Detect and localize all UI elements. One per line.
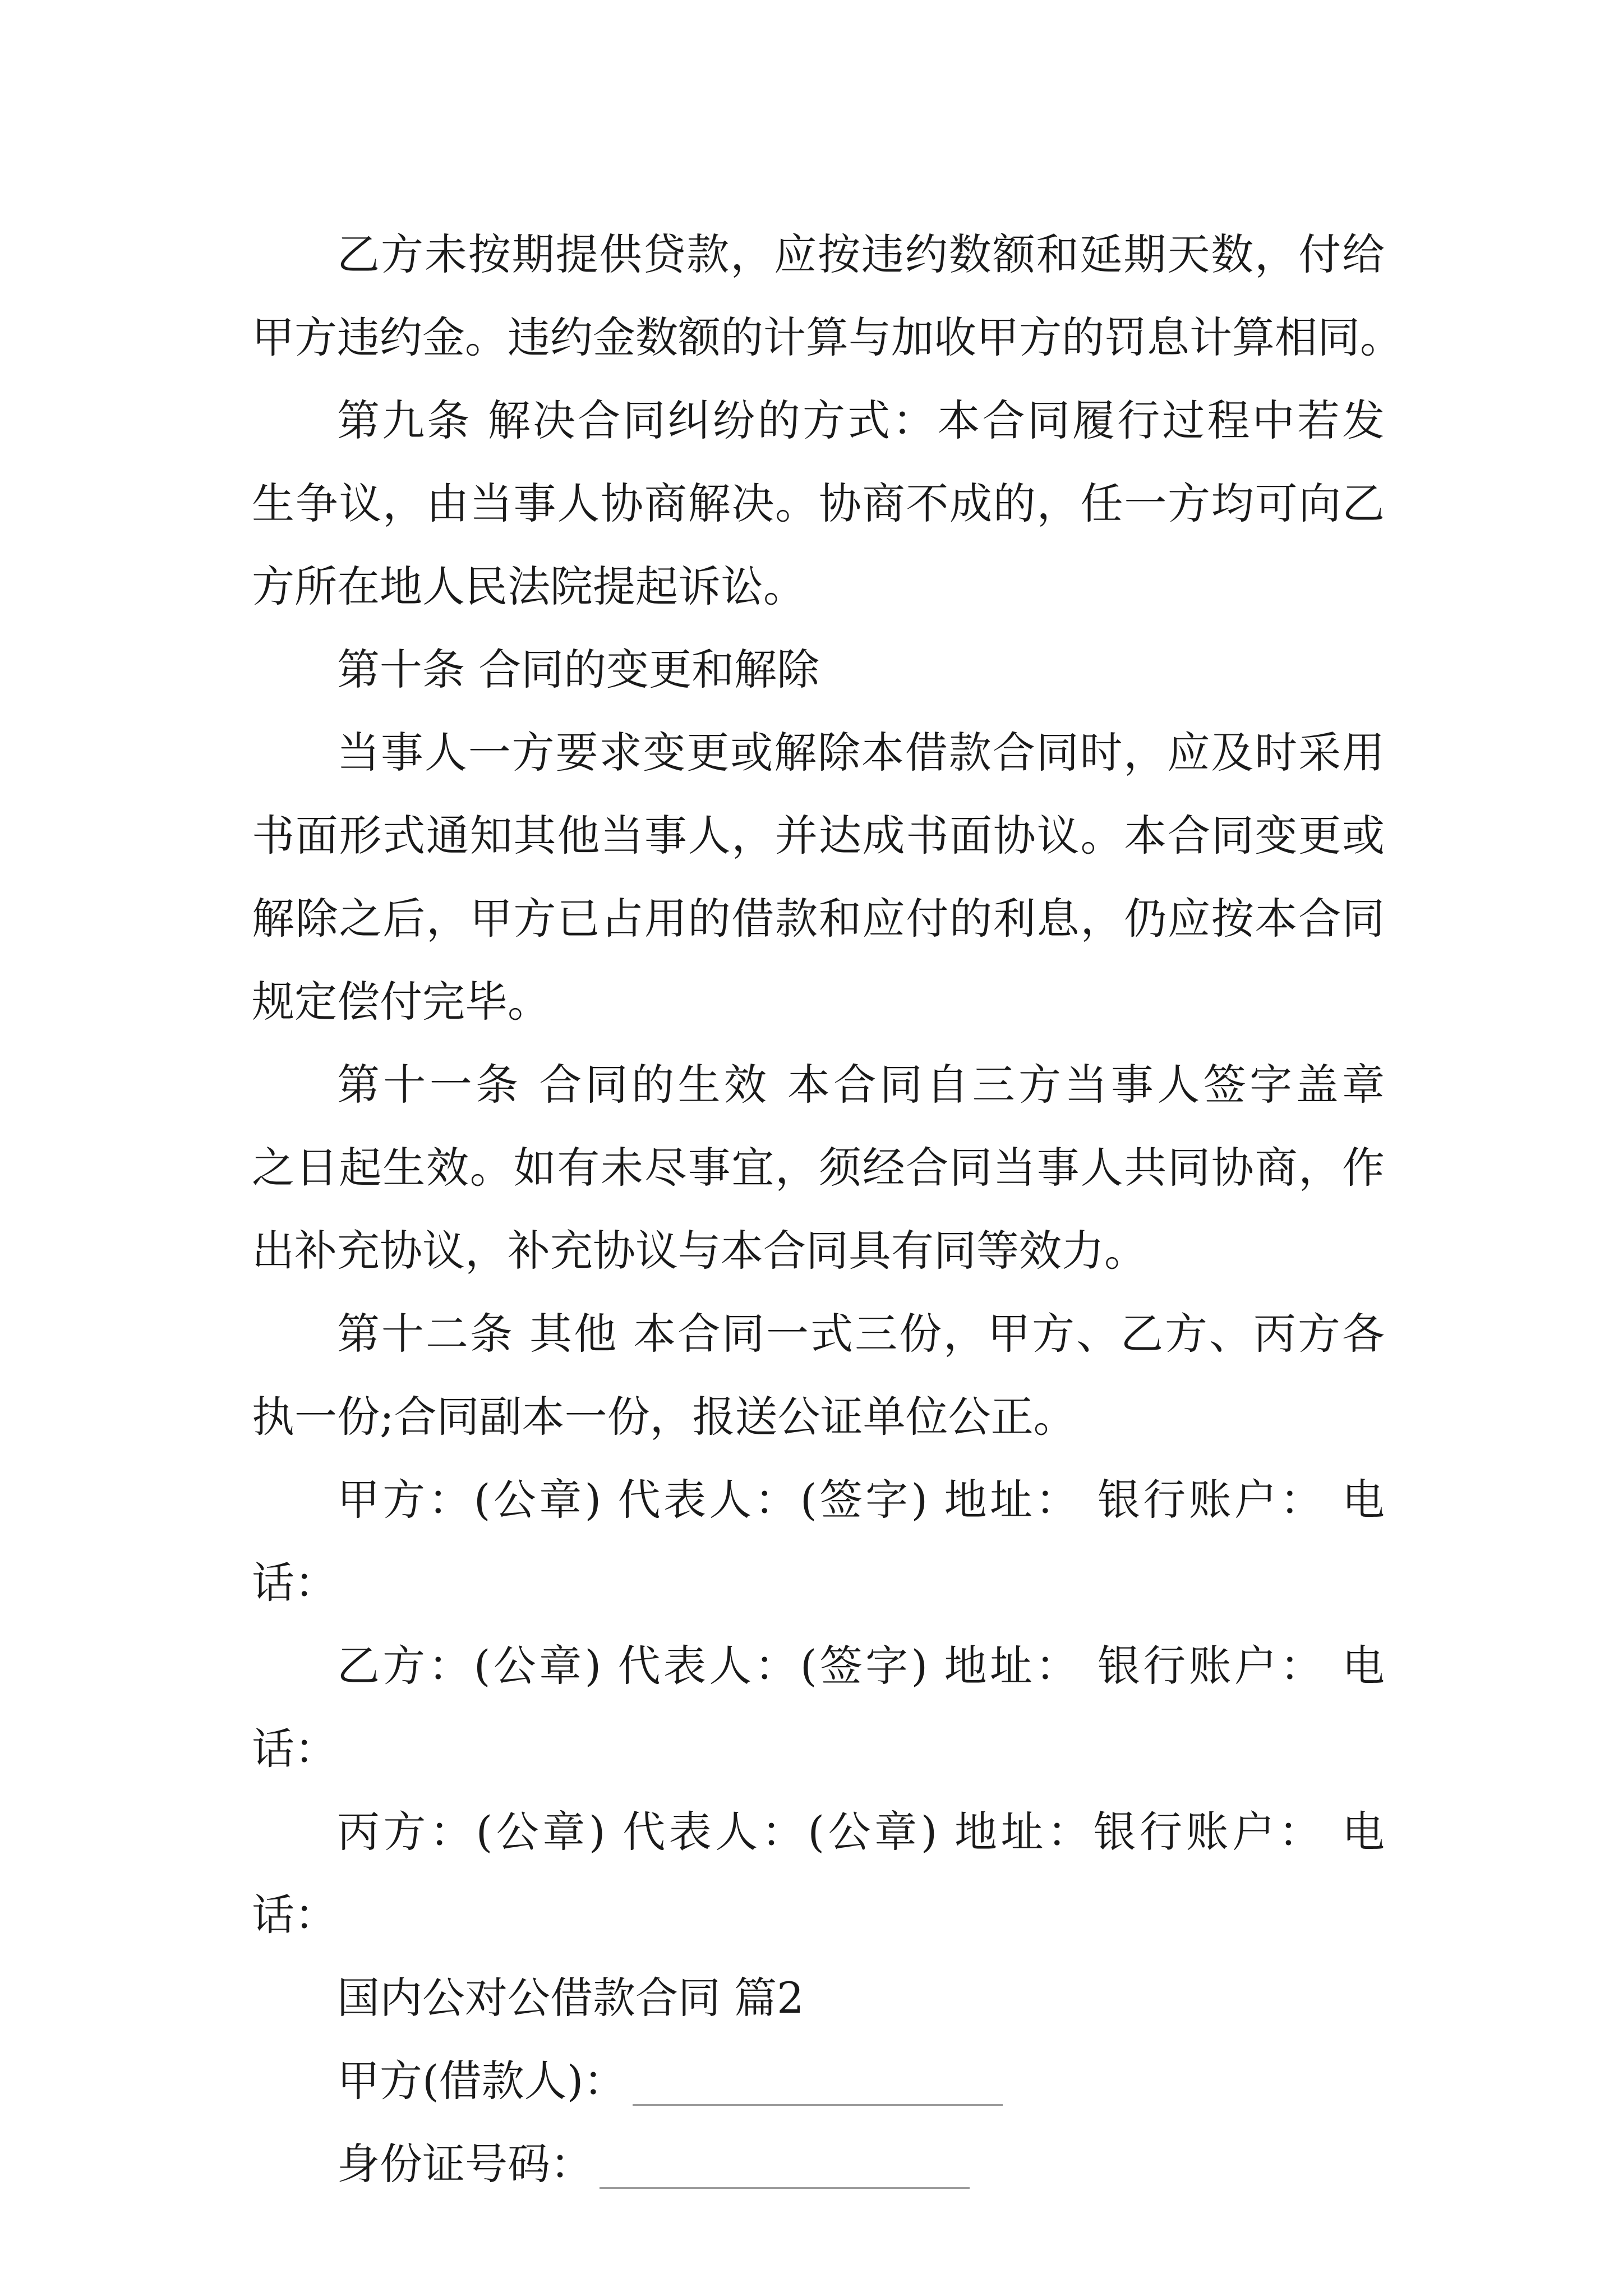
article-10-heading: 第十条 合同的变更和解除 xyxy=(337,645,820,694)
borrower-field-label: 甲方(借款人)： xyxy=(337,2056,626,2106)
text-line: 规定偿付完毕。 xyxy=(252,977,550,1027)
text-line: 执一份;合同副本一份，报送公证单位公正。 xyxy=(252,1392,1076,1442)
id-number-field-row xyxy=(252,2123,1385,2206)
text-line: 之日起生效。如有未尽事宜，须经合同当事人共同协商，作 xyxy=(252,1143,1385,1193)
text-line: 方所在地人民法院提起诉讼。 xyxy=(252,562,806,611)
article-12-heading-line: 第十二条 其他 本合同一式三份，甲方、乙方、丙方各 xyxy=(337,1309,1385,1359)
party-c-signature-line: 丙方：(公章) 代表人：(公章) 地址：银行账户： 电 xyxy=(337,1807,1385,1857)
article-9-heading-line: 第九条 解决合同纠纷的方式：本合同履行过程中若发 xyxy=(337,395,1385,445)
text-line: 话： xyxy=(252,1724,337,1774)
document-body xyxy=(252,213,1403,2206)
id-number-field-label: 身份证号码： xyxy=(337,2139,593,2189)
article-11-heading-line: 第十一条 合同的生效 本合同自三方当事人签字盖章 xyxy=(337,1060,1385,1110)
text-line: 生争议，由当事人协商解决。协商不成的，任一方均可向乙 xyxy=(252,478,1385,528)
text-line: 当事人一方要求变更或解除本借款合同时，应及时采用 xyxy=(337,728,1385,777)
borrower-blank-line xyxy=(633,2070,1003,2106)
party-b-signature-line: 乙方：(公章) 代表人：(签字) 地址： 银行账户： 电 xyxy=(337,1641,1385,1691)
borrower-field-row xyxy=(252,2040,1385,2123)
text-line: 乙方未按期提供贷款，应按违约数额和延期天数，付给 xyxy=(337,229,1385,279)
text-line: 书面形式通知其他当事人，并达成书面协议。本合同变更或 xyxy=(252,811,1385,861)
section-title: 国内公对公借款合同 篇2 xyxy=(337,1973,804,2023)
text-line: 出补充协议，补充协议与本合同具有同等效力。 xyxy=(252,1226,1147,1276)
text-line: 解除之后，甲方已占用的借款和应付的利息，仍应按本合同 xyxy=(252,894,1385,944)
text-line: 话： xyxy=(252,1558,337,1608)
id-number-blank-line xyxy=(600,2154,970,2189)
text-line: 话： xyxy=(252,1890,337,1940)
text-line: 甲方违约金。违约金数额的计算与加收甲方的罚息计算相同。 xyxy=(252,312,1403,362)
party-a-signature-line: 甲方：(公章) 代表人：(签字) 地址： 银行账户： 电 xyxy=(337,1475,1385,1525)
